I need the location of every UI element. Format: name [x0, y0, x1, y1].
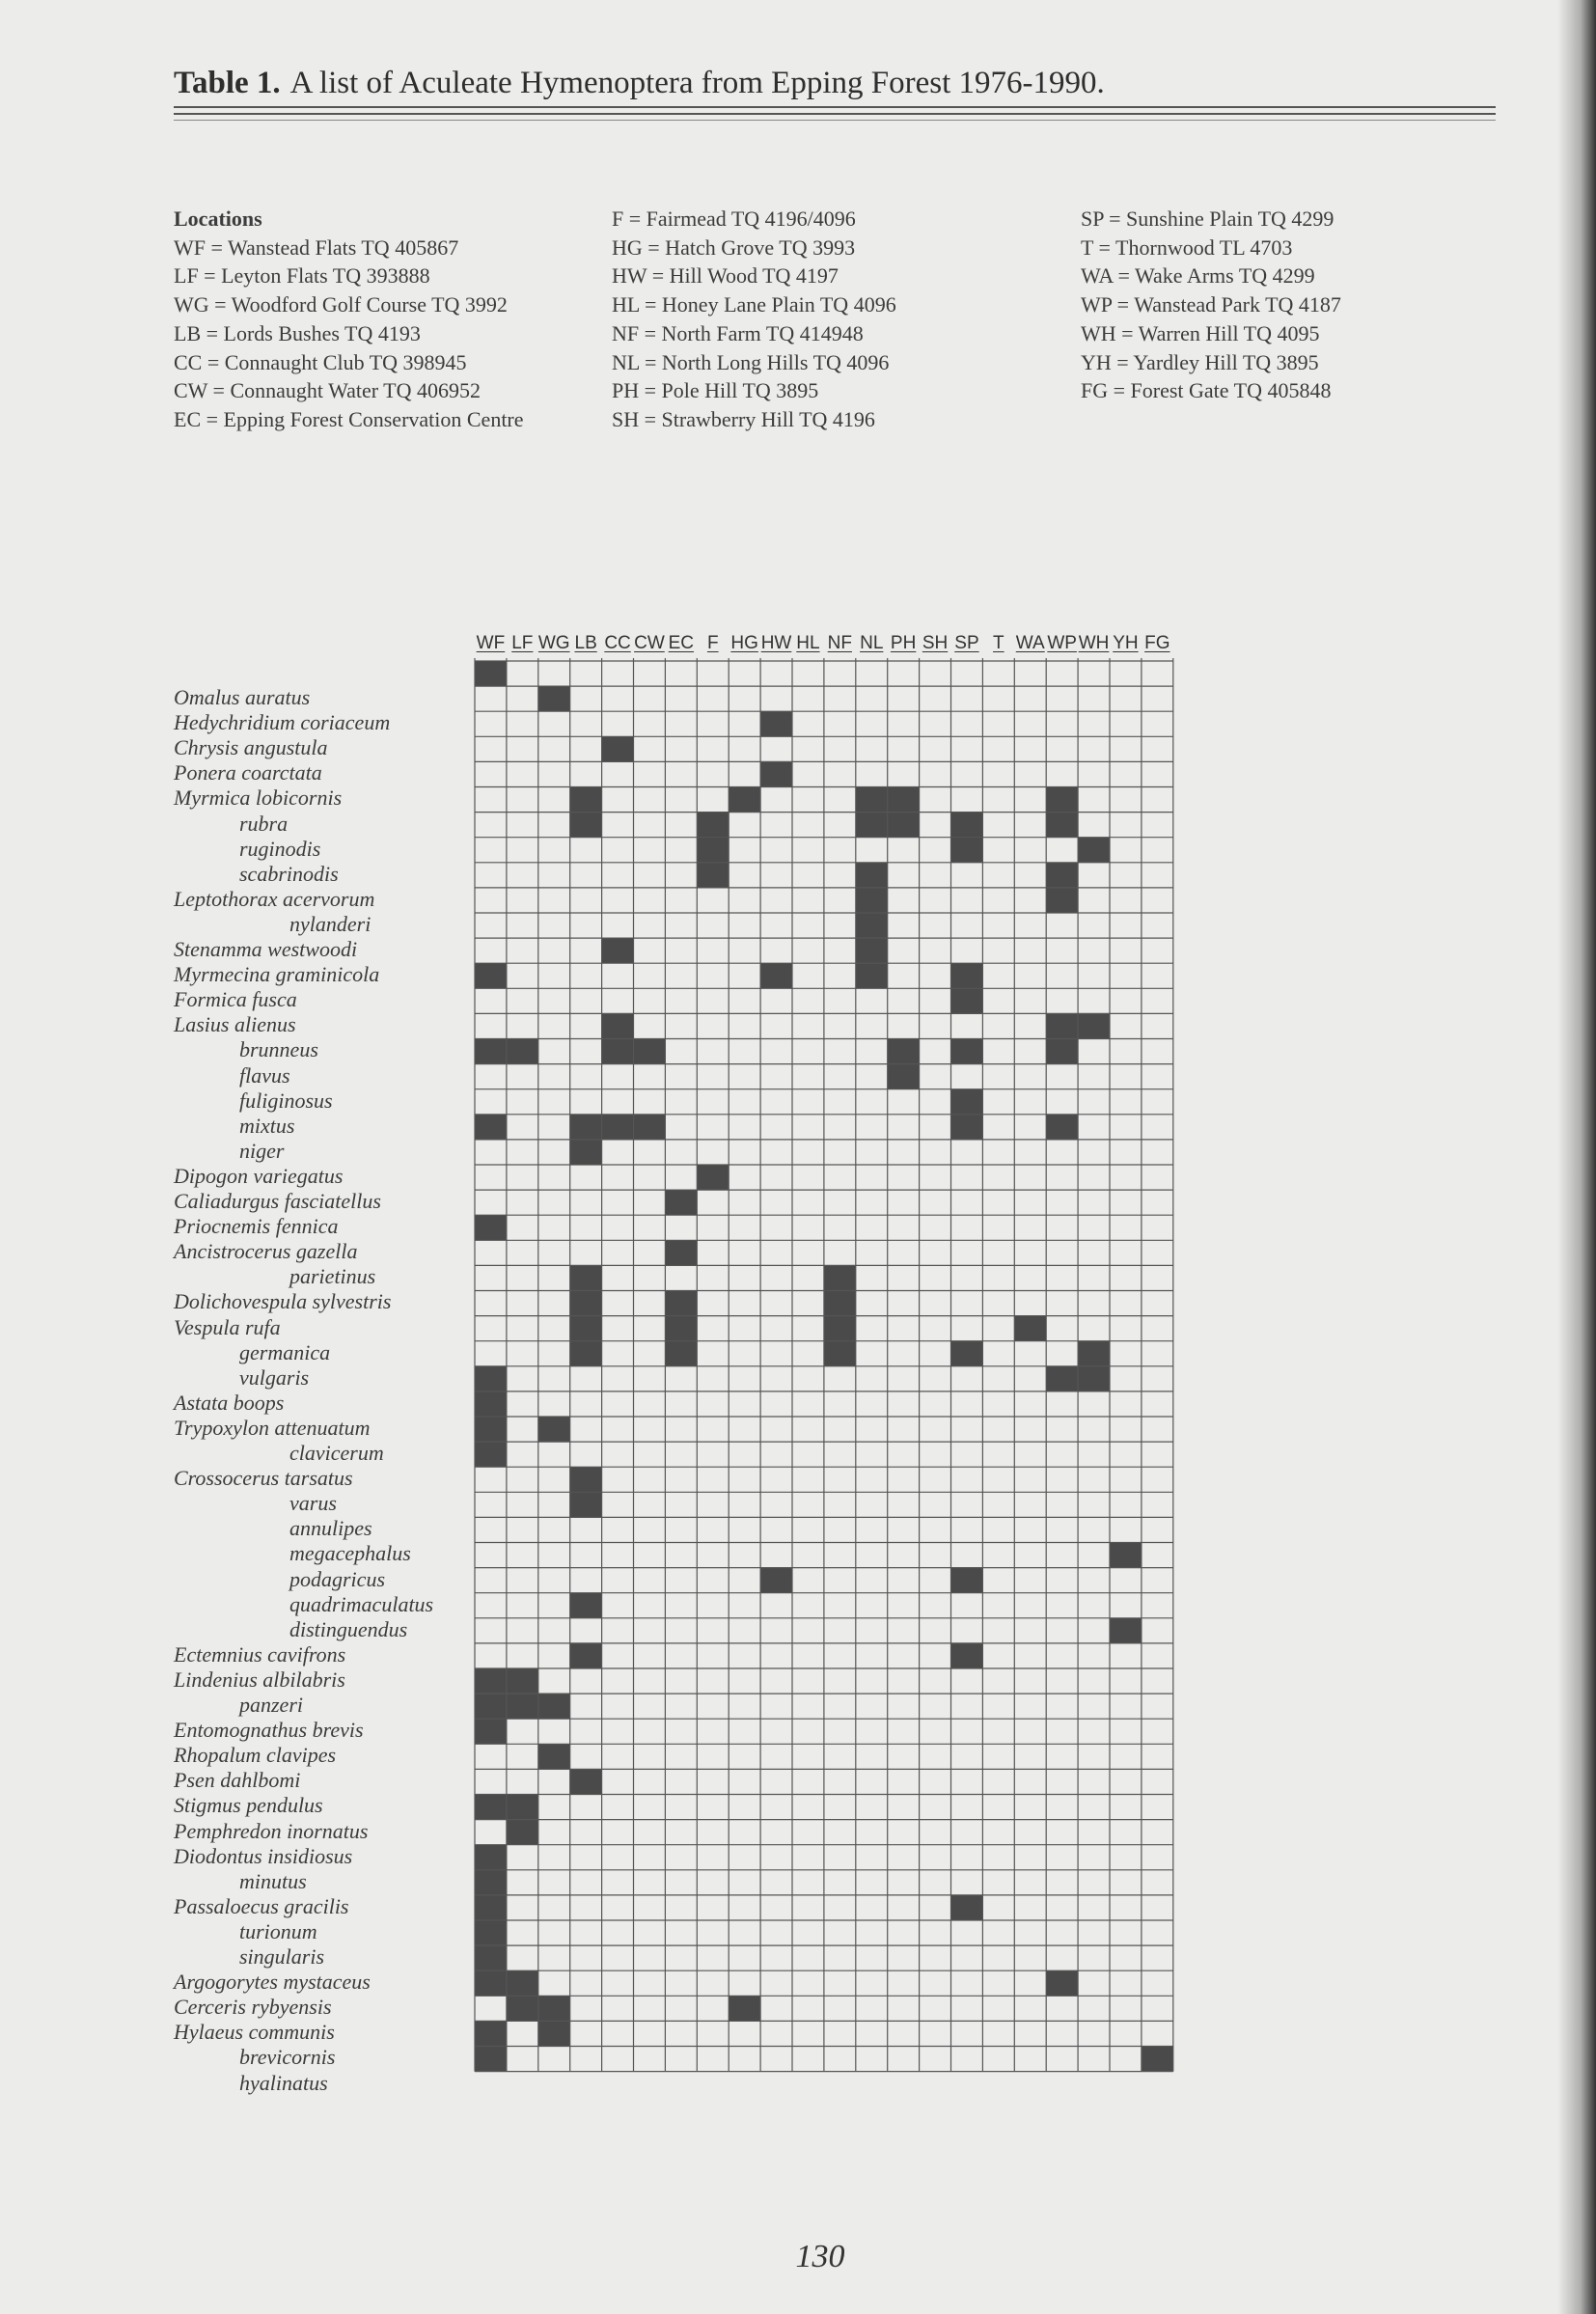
- column-header-wf: WF: [476, 633, 506, 653]
- column-header-ph: PH: [890, 633, 917, 653]
- location-entry: CW = Connaught Water TQ 406952: [174, 378, 482, 403]
- record-cell-lf: [507, 1694, 538, 1719]
- location-entry: LF = Leyton Flats TQ 393888: [174, 263, 430, 289]
- record-cell-ph: [888, 1064, 920, 1089]
- record-cell-lb: [570, 1291, 602, 1316]
- species-name: flavus: [239, 1062, 290, 1088]
- record-cell-nf: [824, 1265, 856, 1290]
- species-name: scabrinodis: [239, 861, 339, 886]
- species-name: parietinus: [289, 1264, 376, 1289]
- location-entry: SH = Strawberry Hill TQ 4196: [612, 406, 875, 431]
- species-name: Cerceris rybyensis: [174, 1995, 332, 2020]
- record-cell-hw: [760, 761, 792, 786]
- species-name: Vespula rufa: [174, 1314, 281, 1339]
- column-header-hl: HL: [796, 633, 820, 653]
- species-name: Caliadurgus fasciatellus: [174, 1189, 381, 1213]
- column-header-lb: LB: [574, 633, 597, 653]
- record-cell-lb: [570, 1341, 602, 1366]
- location-entry: NF = North Farm TQ 414948: [612, 320, 864, 345]
- record-cell-cc: [602, 1013, 634, 1038]
- species-name: Formica fusca: [174, 987, 297, 1012]
- record-cell-f: [697, 1165, 729, 1190]
- species-name: turionum: [239, 1918, 317, 1943]
- record-cell-cw: [634, 1039, 666, 1064]
- species-name: Argogorytes mystaceus: [174, 1970, 371, 1995]
- location-entry: WP = Wanstead Park TQ 4187: [1081, 292, 1341, 317]
- record-cell-sp: [951, 1341, 983, 1366]
- record-cell-wh: [1078, 1366, 1110, 1391]
- location-entry: HL = Honey Lane Plain TQ 4096: [612, 292, 896, 317]
- record-cell-wg: [538, 1694, 570, 1719]
- record-cell-wg: [538, 686, 570, 711]
- record-cell-nl: [856, 863, 888, 888]
- record-cell-lb: [570, 1140, 602, 1165]
- species-name: quadrimaculatus: [289, 1591, 434, 1616]
- species-name: distinguendus: [289, 1616, 408, 1641]
- species-name: Diodontus insidiosus: [174, 1843, 353, 1868]
- column-header-wa: WA: [1015, 633, 1045, 653]
- location-entry: HW = Hill Wood TQ 4197: [612, 263, 839, 289]
- column-header-lf: LF: [511, 633, 534, 653]
- species-name: vulgaris: [239, 1364, 310, 1390]
- species-name: germanica: [239, 1339, 331, 1364]
- record-cell-hg: [729, 1996, 760, 2021]
- record-cell-wh: [1078, 1013, 1110, 1038]
- species-name: Pemphredon inornatus: [174, 1818, 369, 1843]
- record-cell-sp: [951, 1115, 983, 1140]
- location-entry: F = Fairmead TQ 4196/4096: [612, 207, 856, 231]
- record-cell-sp: [951, 963, 983, 988]
- record-cell-wf: [475, 1795, 507, 1820]
- record-cell-wp: [1046, 1013, 1078, 1038]
- locations-heading: Locations: [174, 207, 262, 231]
- page-edge-shadow: [1557, 0, 1596, 2314]
- species-name: Hylaeus communis: [174, 2020, 335, 2045]
- record-cell-sp: [951, 1643, 983, 1668]
- record-cell-sp: [951, 1089, 983, 1115]
- record-cell-ph: [888, 787, 920, 813]
- species-name: Myrmica lobicornis: [174, 785, 343, 811]
- species-name: Dolichovespula sylvestris: [174, 1289, 392, 1314]
- record-cell-lf: [507, 1996, 538, 2021]
- location-entry: YH = Yardley Hill TQ 3895: [1081, 349, 1319, 374]
- species-name: Lasius alienus: [174, 1012, 296, 1037]
- record-cell-sp: [951, 988, 983, 1013]
- record-cell-wf: [475, 1895, 507, 1920]
- record-cell-cw: [634, 1115, 666, 1140]
- page-number: 130: [795, 2239, 845, 2274]
- species-name: mixtus: [239, 1113, 295, 1138]
- species-name: megacephalus: [289, 1541, 411, 1566]
- record-cell-hw: [760, 963, 792, 988]
- species-name: Leptothorax acervorum: [174, 886, 375, 911]
- species-name: Entomognathus brevis: [174, 1718, 364, 1743]
- species-name: Astata boops: [174, 1390, 285, 1415]
- record-cell-sp: [951, 1895, 983, 1920]
- record-cell-wf: [475, 1039, 507, 1064]
- column-header-ec: EC: [668, 633, 695, 653]
- record-cell-cc: [602, 1039, 634, 1064]
- record-cell-wh: [1078, 1341, 1110, 1366]
- record-cell-wf: [475, 2047, 507, 2072]
- record-cell-wg: [538, 1417, 570, 1442]
- record-cell-wp: [1046, 813, 1078, 838]
- table-title: [174, 66, 1105, 101]
- record-cell-wa: [1014, 1316, 1046, 1341]
- column-header-cw: CW: [634, 633, 665, 653]
- record-cell-nl: [856, 963, 888, 988]
- locations-list-3: [1081, 205, 1341, 405]
- species-name: panzeri: [239, 1693, 303, 1717]
- species-name: brevicornis: [239, 2045, 336, 2070]
- record-cell-wp: [1046, 1970, 1078, 1996]
- column-header-nl: NL: [860, 633, 884, 653]
- record-cell-ph: [888, 1039, 920, 1064]
- record-cell-lf: [507, 1820, 538, 1845]
- species-name: brunneus: [239, 1037, 318, 1062]
- species-name: niger: [239, 1138, 285, 1163]
- column-header-nf: NF: [827, 633, 852, 653]
- species-name: Priocnemis fennica: [174, 1214, 339, 1239]
- record-cell-wf: [475, 1115, 507, 1140]
- column-header-wp: WP: [1047, 633, 1077, 653]
- record-cell-lb: [570, 1467, 602, 1492]
- species-name: nylanderi: [289, 911, 371, 936]
- species-name: Hedychridium coriaceum: [174, 710, 391, 735]
- record-cell-lb: [570, 1593, 602, 1618]
- record-cell-sp: [951, 1039, 983, 1064]
- record-cell-wf: [475, 1970, 507, 1996]
- location-entry: CC = Connaught Club TQ 398945: [174, 349, 467, 374]
- record-cell-yh: [1110, 1543, 1142, 1568]
- record-cell-wf: [475, 1719, 507, 1744]
- species-name: Passaloecus gracilis: [174, 1893, 349, 1918]
- record-cell-wf: [475, 1366, 507, 1391]
- species-name: Lindenius albilabris: [174, 1667, 345, 1692]
- location-entry: WH = Warren Hill TQ 4095: [1081, 320, 1320, 345]
- record-cell-wp: [1046, 1039, 1078, 1064]
- table-caption: A list of Aculeate Hymenoptera from Epping Forest 1976-1990.: [289, 66, 1105, 100]
- record-cell-lb: [570, 1769, 602, 1794]
- record-cell-wg: [538, 1996, 570, 2021]
- record-cell-ec: [665, 1341, 697, 1366]
- species-name: Trypoxylon attenuatum: [174, 1415, 371, 1440]
- record-cell-hg: [729, 787, 760, 813]
- location-entry: HG = Hatch Grove TQ 3993: [612, 234, 856, 260]
- location-entry: PH = Pole Hill TQ 3895: [612, 378, 819, 403]
- table-label: Table 1.: [174, 66, 281, 100]
- species-name: minutus: [239, 1868, 307, 1893]
- record-cell-lb: [570, 1115, 602, 1140]
- species-name: Chrysis angustula: [174, 735, 328, 760]
- record-cell-wp: [1046, 1366, 1078, 1391]
- column-header-hg: HG: [730, 633, 758, 653]
- record-cell-wf: [475, 1215, 507, 1240]
- location-entry: EC = Epping Forest Conservation Centre: [174, 406, 524, 431]
- record-cell-hw: [760, 1568, 792, 1593]
- species-name: Stigmus pendulus: [174, 1793, 323, 1818]
- record-cell-lb: [570, 787, 602, 813]
- record-cell-sp: [951, 813, 983, 838]
- record-cell-nf: [824, 1341, 856, 1366]
- record-cell-wf: [475, 1920, 507, 1945]
- species-name: varus: [289, 1491, 337, 1516]
- record-cell-lf: [507, 1970, 538, 1996]
- record-cell-wf: [475, 1945, 507, 1970]
- location-entry: T = Thornwood TL 4703: [1081, 234, 1293, 260]
- record-cell-wg: [538, 1744, 570, 1769]
- species-name: Psen dahlbomi: [174, 1768, 301, 1793]
- record-cell-lb: [570, 1265, 602, 1290]
- record-cell-nl: [856, 913, 888, 938]
- record-cell-wf: [475, 1870, 507, 1895]
- species-name: ruginodis: [239, 836, 321, 861]
- title-rule: [174, 120, 1496, 121]
- record-cell-wg: [538, 2021, 570, 2046]
- species-name: clavicerum: [289, 1441, 384, 1465]
- species-name: rubra: [239, 811, 289, 836]
- record-cell-nf: [824, 1291, 856, 1316]
- column-header-yh: YH: [1113, 633, 1139, 653]
- location-entry: WA = Wake Arms TQ 4299: [1081, 263, 1315, 289]
- record-cell-f: [697, 863, 729, 888]
- species-name: Rhopalum clavipes: [174, 1743, 337, 1768]
- records-grid: [474, 658, 1174, 2073]
- record-cell-wp: [1046, 888, 1078, 913]
- record-cell-f: [697, 838, 729, 863]
- record-cell-ec: [665, 1291, 697, 1316]
- record-cell-hw: [760, 711, 792, 736]
- record-cell-wf: [475, 1694, 507, 1719]
- location-entry: SP = Sunshine Plain TQ 4299: [1081, 207, 1335, 231]
- records-grid-svg: [474, 658, 1174, 2073]
- record-cell-lf: [507, 1795, 538, 1820]
- location-entry: NL = North Long Hills TQ 4096: [612, 349, 890, 374]
- column-header-wh: WH: [1078, 633, 1110, 653]
- record-cell-lb: [570, 1316, 602, 1341]
- species-name: Stenamma westwoodi: [174, 937, 358, 961]
- locations-list-2: [612, 205, 896, 434]
- title-rule: [174, 113, 1496, 115]
- location-entry: WG = Woodford Golf Course TQ 3992: [174, 292, 508, 317]
- record-cell-nl: [856, 787, 888, 813]
- record-cell-ph: [888, 813, 920, 838]
- column-header-wg: WG: [537, 633, 570, 653]
- column-header-sh: SH: [922, 633, 949, 653]
- record-cell-ec: [665, 1316, 697, 1341]
- record-cell-lb: [570, 1492, 602, 1517]
- record-cell-wf: [475, 661, 507, 686]
- species-name: Myrmecina graminicola: [174, 962, 380, 987]
- record-cell-wp: [1046, 787, 1078, 813]
- column-header-f: F: [706, 633, 719, 653]
- locations-column-3: [1081, 205, 1341, 405]
- record-cell-wh: [1078, 838, 1110, 863]
- record-cell-lf: [507, 1668, 538, 1694]
- record-cell-lb: [570, 813, 602, 838]
- locations-list-1: [174, 234, 524, 434]
- record-cell-lf: [507, 1039, 538, 1064]
- record-cell-wf: [475, 2021, 507, 2046]
- species-name: Omalus auratus: [174, 685, 311, 709]
- record-cell-wf: [475, 1845, 507, 1870]
- species-name: annulipes: [289, 1516, 372, 1541]
- species-name: singularis: [239, 1944, 325, 1969]
- species-name: hyalinatus: [239, 2070, 328, 2095]
- record-cell-wf: [475, 1668, 507, 1694]
- record-cell-wp: [1046, 863, 1078, 888]
- record-cell-lb: [570, 1643, 602, 1668]
- record-cell-nl: [856, 888, 888, 913]
- column-header-fg: FG: [1144, 633, 1170, 653]
- record-cell-cc: [602, 736, 634, 761]
- column-header-t: T: [993, 633, 1004, 653]
- species-name: Ectemnius cavifrons: [174, 1641, 346, 1667]
- record-cell-ec: [665, 1240, 697, 1265]
- record-cell-wf: [475, 1417, 507, 1442]
- species-name: Ancistrocerus gazella: [174, 1239, 358, 1264]
- species-name: Ponera coarctata: [174, 760, 322, 785]
- record-cell-wf: [475, 1391, 507, 1417]
- record-cell-yh: [1110, 1618, 1142, 1643]
- record-cell-fg: [1142, 2047, 1173, 2072]
- species-name: Dipogon variegatus: [174, 1163, 344, 1188]
- record-cell-wp: [1046, 1115, 1078, 1140]
- record-cell-cc: [602, 938, 634, 963]
- location-entry: WF = Wanstead Flats TQ 405867: [174, 234, 459, 260]
- location-entry: FG = Forest Gate TQ 405848: [1081, 378, 1332, 403]
- column-header-sp: SP: [954, 633, 979, 653]
- record-cell-sp: [951, 1568, 983, 1593]
- record-cell-nl: [856, 813, 888, 838]
- species-name: podagricus: [289, 1566, 385, 1591]
- record-cell-f: [697, 813, 729, 838]
- locations-column-1: [174, 205, 524, 434]
- title-rule: [174, 106, 1496, 108]
- record-cell-ec: [665, 1190, 697, 1215]
- record-cell-nf: [824, 1316, 856, 1341]
- species-name: fuliginosus: [239, 1088, 333, 1113]
- record-cell-sp: [951, 838, 983, 863]
- species-name: Crossocerus tarsatus: [174, 1466, 353, 1491]
- record-cell-wf: [475, 1442, 507, 1467]
- record-cell-wf: [475, 963, 507, 988]
- location-entry: LB = Lords Bushes TQ 4193: [174, 320, 421, 345]
- record-cell-cc: [602, 1115, 634, 1140]
- record-cell-nl: [856, 938, 888, 963]
- locations-column-2: [612, 205, 896, 434]
- column-header-hw: HW: [760, 633, 792, 653]
- column-header-cc: CC: [604, 633, 631, 653]
